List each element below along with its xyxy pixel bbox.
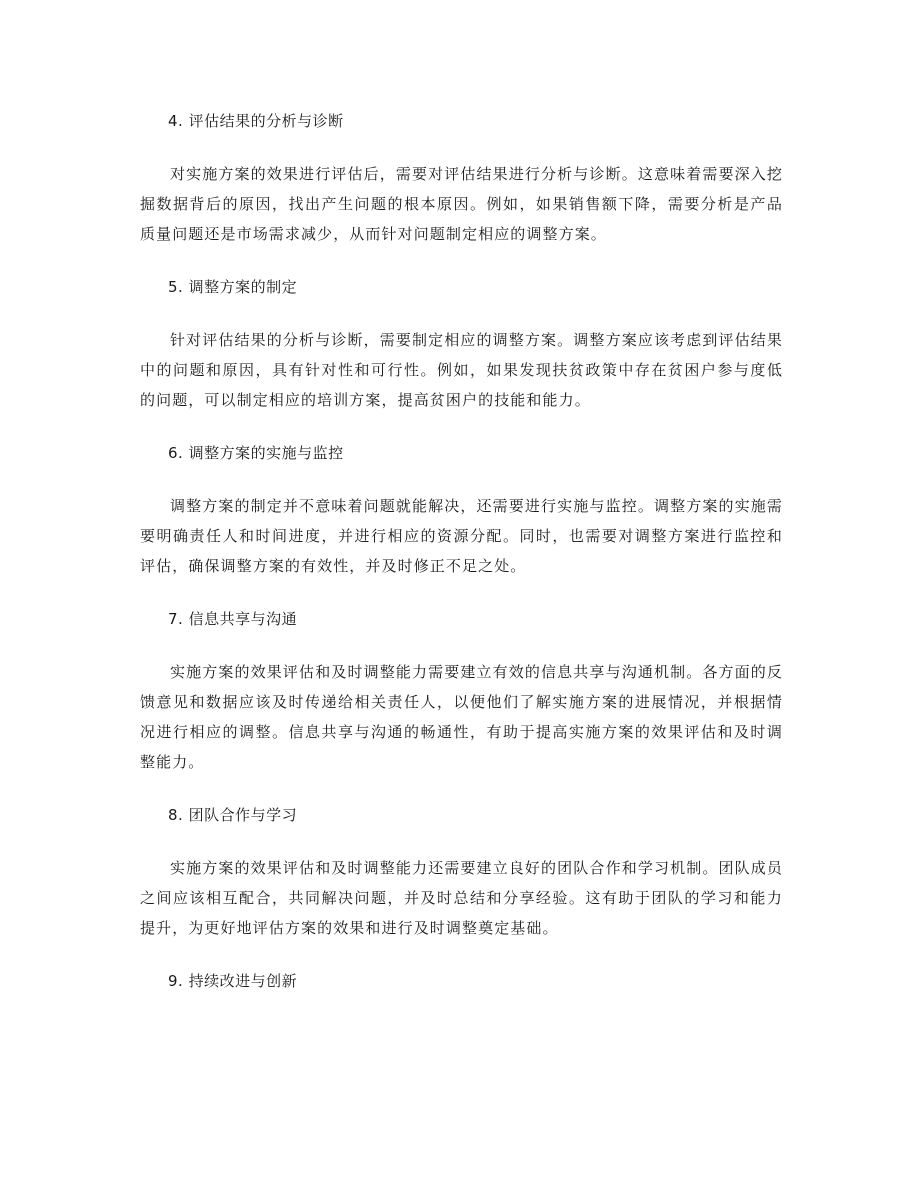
section-paragraph-5: 针对评估结果的分析与诊断，需要制定相应的调整方案。调整方案应该考虑到评估结果中的问题和原因，具有针对性和可行性。例如，如果发现扶贫政策中存在贫困户参与度低的问题，可以制定相应的培训方案，提高贫困户的技能和能力。 (140, 331, 783, 409)
section-paragraph-7: 实施方案的效果评估和及时调整能力需要建立有效的信息共享与沟通机制。各方面的反馈意见和数据应该及时传递给相关责任人，以便他们了解实施方案的进展情况，并根据情况进行相应的调整。信息共享与沟通的畅通性，有助于提高实施方案的效果评估和及时调整能力。 (140, 663, 783, 771)
section-paragraph-8: 实施方案的效果评估和及时调整能力还需要建立良好的团队合作和学习机制。团队成员之间应该相互配合，共同解决问题，并及时总结和分享经验。这有助于团队的学习和能力提升，为更好地评估方案的效果和进行及时调整奠定基础。 (140, 859, 783, 937)
section-paragraph-4: 对实施方案的效果进行评估后，需要对评估结果进行分析与诊断。这意味着需要深入挖掘数据背后的原因，找出产生问题的根本原因。例如，如果销售额下降，需要分析是产品质量问题还是市场需求减少，从而针对问题制定相应的调整方案。 (140, 165, 783, 243)
section-heading-8: 8. 团队合作与学习 (168, 806, 298, 824)
section-paragraph-6: 调整方案的制定并不意味着问题就能解决，还需要进行实施与监控。调整方案的实施需要明确责任人和时间进度，并进行相应的资源分配。同时，也需要对调整方案进行监控和评估，确保调整方案的有效性，并及时修正不足之处。 (140, 497, 783, 575)
section-heading-5: 5. 调整方案的制定 (168, 278, 298, 296)
section-heading-7: 7. 信息共享与沟通 (168, 610, 298, 628)
document-body (140, 106, 783, 996)
section-heading-4: 4. 评估结果的分析与诊断 (168, 112, 344, 130)
section-heading-9: 9. 持续改进与创新 (168, 972, 298, 990)
section-heading-6: 6. 调整方案的实施与监控 (168, 444, 344, 462)
